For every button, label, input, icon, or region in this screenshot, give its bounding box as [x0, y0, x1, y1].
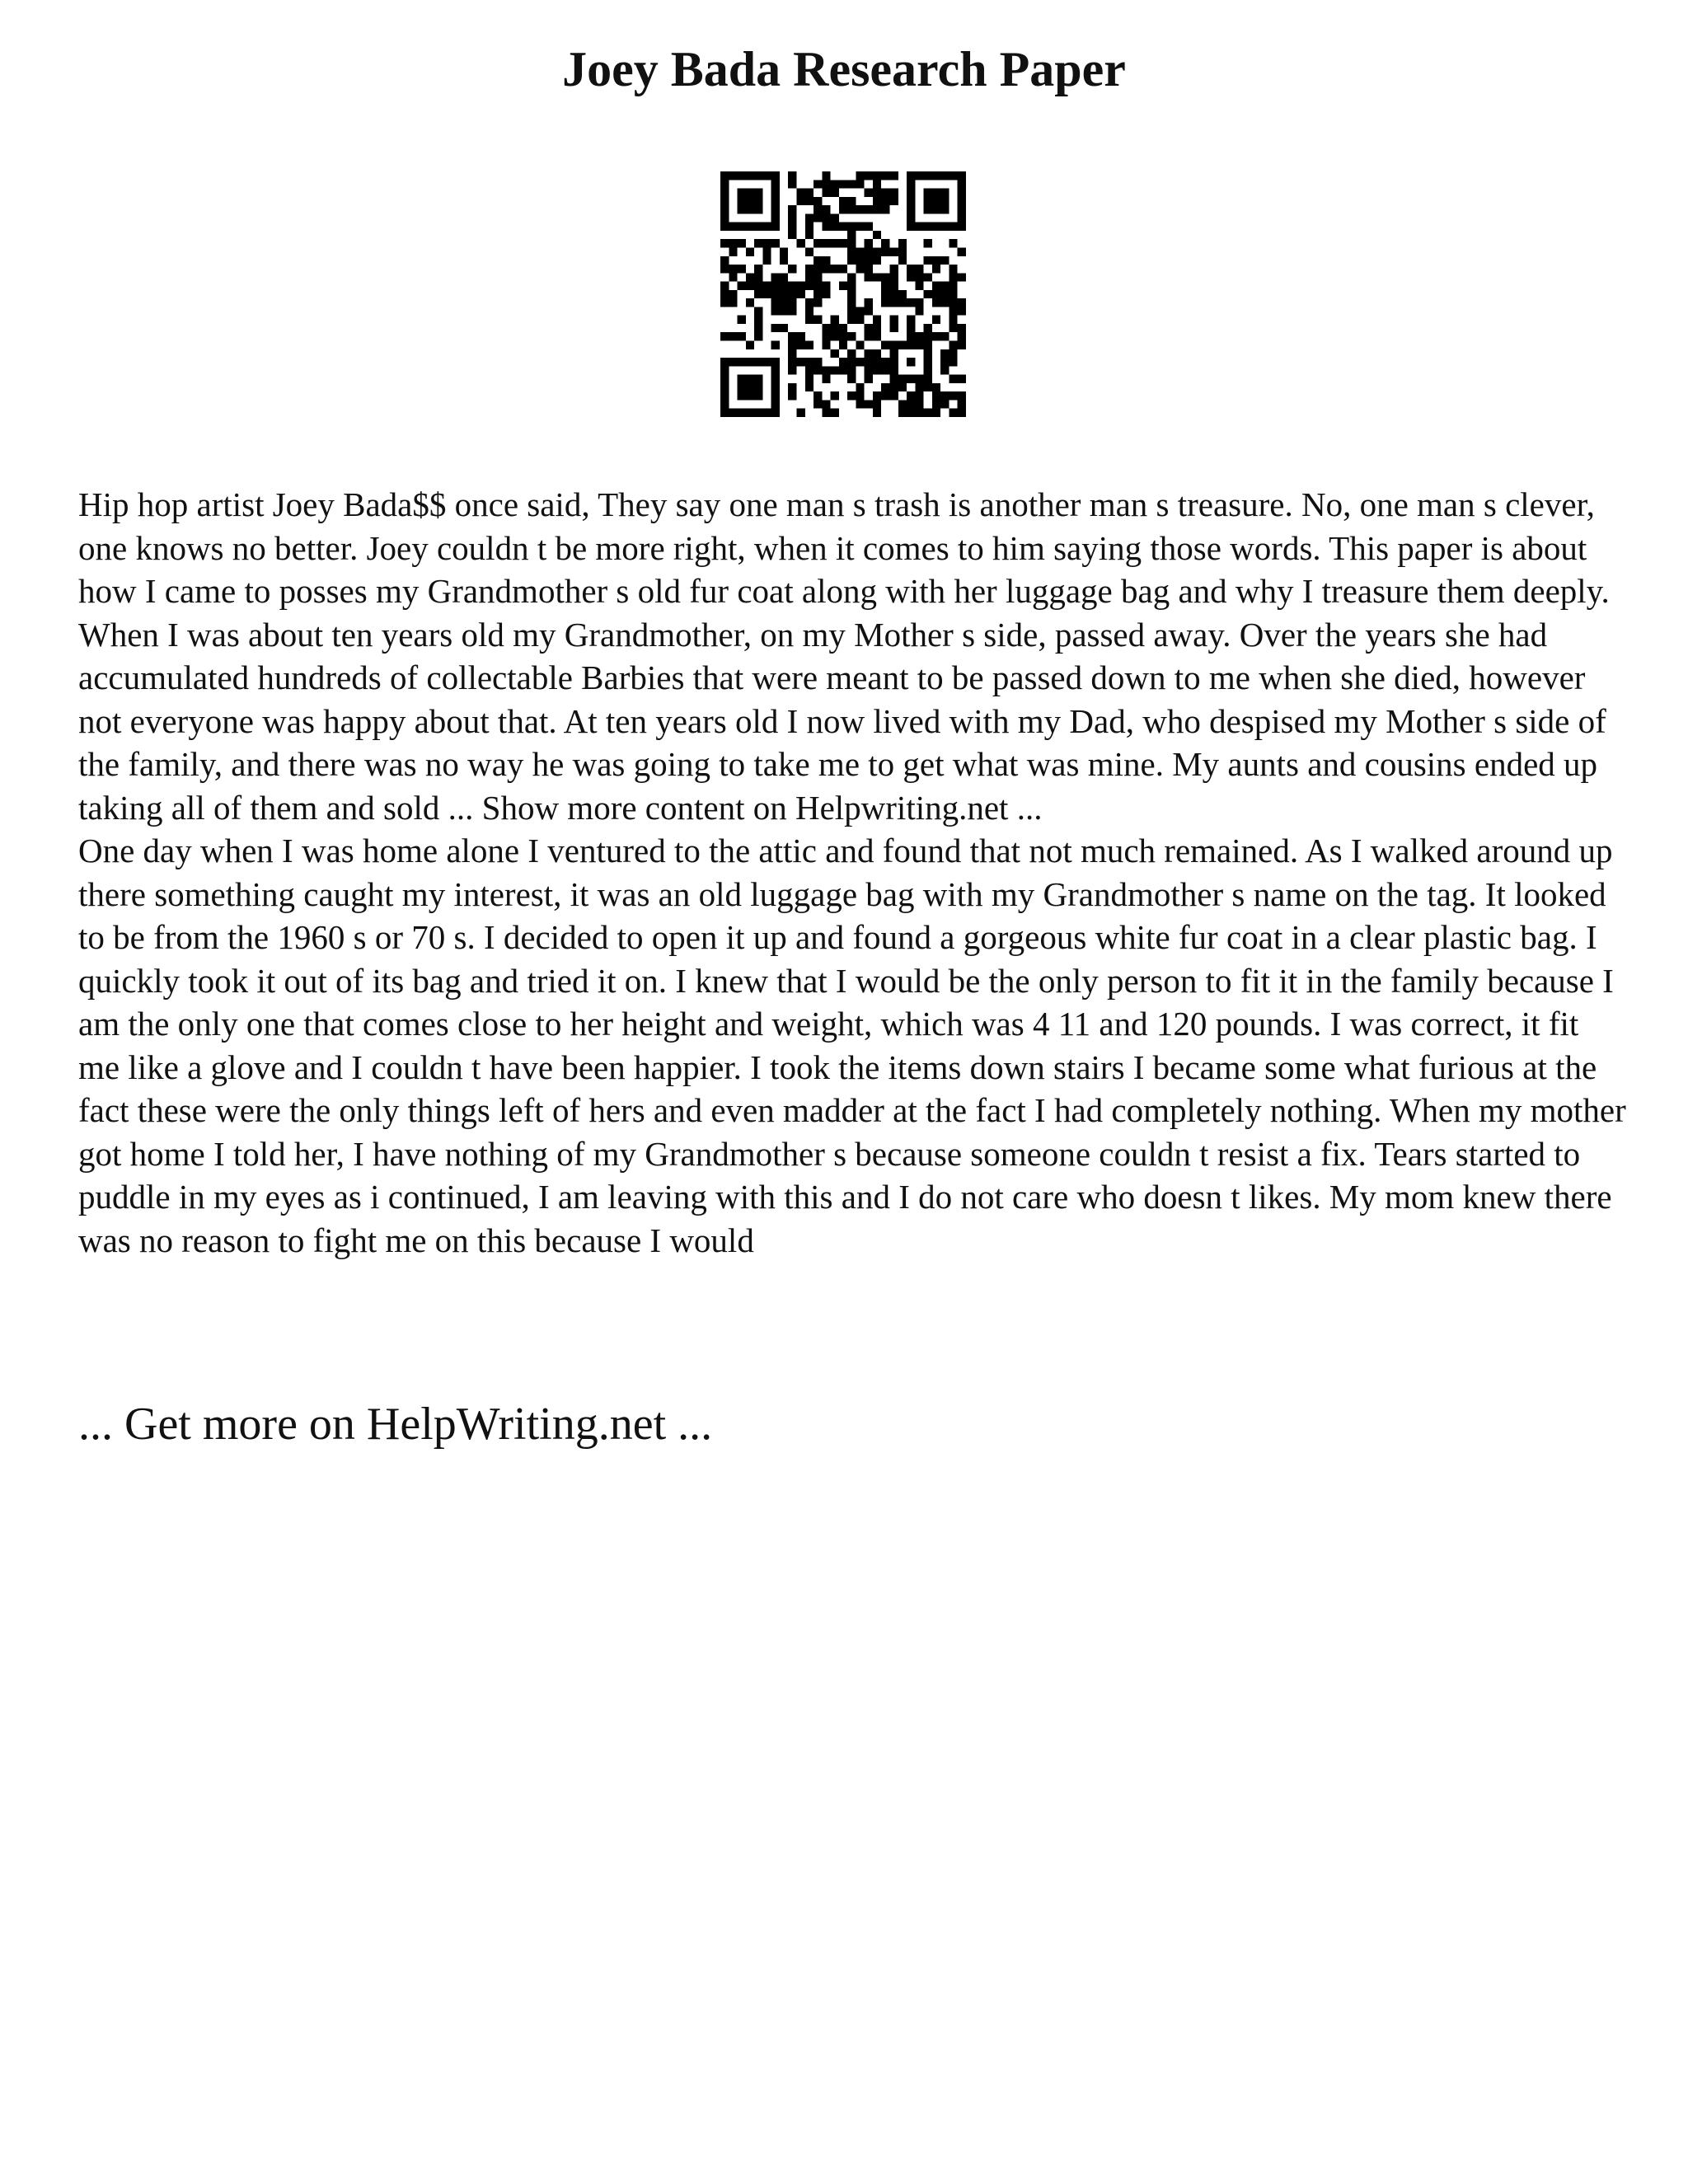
- qr-code-icon: [720, 171, 966, 417]
- paragraph-2: One day when I was home alone I ventured to the attic and found that not much remained. As I walked around up there something caught my interest, it was an old luggage bag with my Grandmother s name on the tag. It looked to be from the 1960 s or 70 s. I decided to open it up and found a gorgeous white fur coat in a clear plastic bag. I quickly took it out of its bag and tried it on. I knew that I would be the only person to fit it in the family because I am the only one that comes close to her height and weight, which was 4 11 and 120 pounds. I was correct, it fit me like a glove and I couldn t have been happier. I took the items down stairs I became some what furious at the fact these were the only things left of hers and even madder at the fact I had completely nothing. When my mother got home I told her, I have nothing of my Grandmother s because someone couldn t resist a fix. Tears started to puddle in my eyes as i continued, I am leaving with this and I do not care who doesn t likes. My mom knew there was no reason to fight me on this because I would: [78, 832, 1626, 1259]
- paragraph-1: Hip hop artist Joey Bada$$ once said, They say one man s trash is another man s treasure. No, one man s clever, one knows no better. Joey couldn t be more right, when it comes to him saying those words. This paper is about how I came to posses my Grandmother s old fur coat along with her luggage bag and why I treasure them deeply. When I was about ten years old my Grandmother, on my Mother s side, passed away. Over the years she had accumulated hundreds of collectable Barbies that were meant to be passed down to me when she died, however not everyone was happy about that. At ten years old I now lived with my Dad, who despised my Mother s side of the family, and there was no way he was going to take me to get what was mine. My aunts and cousins ended up taking all of them and sold ... Show more content on Helpwriting.net ...: [78, 485, 1610, 827]
- get-more-link[interactable]: ... Get more on HelpWriting.net ...: [78, 1399, 713, 1450]
- article-body: [78, 483, 1628, 1262]
- page-title: Joey Bada Research Paper: [562, 42, 1126, 96]
